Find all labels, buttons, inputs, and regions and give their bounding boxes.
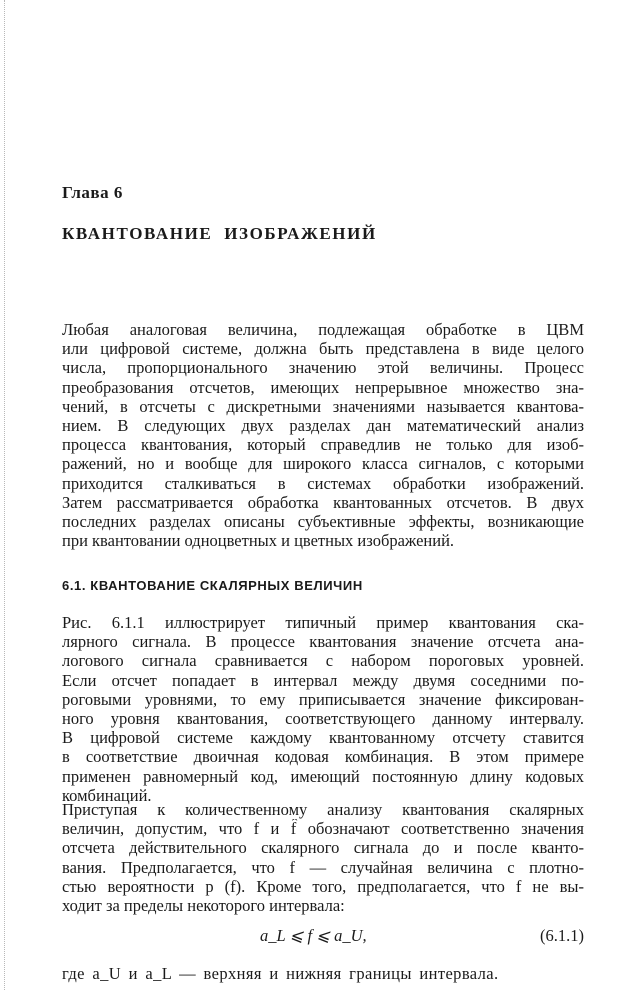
text-line: Любая аналоговая величина, подлежащая обработке в ЦВМ bbox=[62, 320, 584, 339]
section-paragraph-1 bbox=[62, 613, 584, 805]
text-line: В цифровой системе каждому квантованному отсчету ставится bbox=[62, 728, 584, 748]
text-line: отсчета действительного скалярного сигнала до и после кванто- bbox=[62, 838, 584, 858]
equation: a_L ⩽ f ⩽ a_U, bbox=[260, 926, 367, 945]
text-line: Рис. 6.1.1 иллюстрирует типичный пример квантования ска- bbox=[62, 613, 584, 632]
section-heading: 6.1. КВАНТОВАНИЕ СКАЛЯРНЫХ ВЕЛИЧИН bbox=[62, 578, 363, 593]
section-paragraph-2 bbox=[62, 800, 584, 915]
text-line: величин, допустим, что f и f̂ обозначают соответственно значения bbox=[62, 819, 584, 839]
text-line: Приступая к количественному анализу квантования скалярных bbox=[62, 800, 584, 819]
chapter-title: КВАНТОВАНИЕ ИЗОБРАЖЕНИЙ bbox=[62, 224, 377, 243]
text-line: стью вероятности p (f). Кроме того, предполагается, что f не вы- bbox=[62, 876, 584, 896]
text-line: или цифровой системе, должна быть представлена в виде целого bbox=[62, 339, 584, 359]
page-edge bbox=[4, 0, 5, 990]
text-line: применен равномерный код, имеющий постоянную длину кодовых bbox=[62, 766, 584, 786]
text-line: преобразования отсчетов, имеющих непрерывное множество зна- bbox=[62, 377, 584, 397]
text-line: логового сигнала сравнивается с набором пороговых уровней. bbox=[62, 651, 584, 671]
text-line: роговыми уровнями, то ему приписывается значение фиксирован- bbox=[62, 689, 584, 709]
equation-row bbox=[62, 926, 584, 948]
text-line: ражений, но и вообще для широкого класса сигналов, с которыми bbox=[62, 454, 584, 474]
text-line: вания. Предполагается, что f — случайная величина с плотно- bbox=[62, 857, 584, 877]
text-line: процесса квантования, который справедлив не только для изоб- bbox=[62, 435, 584, 455]
final-text-line: где a_U и a_L — верхняя и нижняя границы интервала. bbox=[62, 964, 499, 983]
intro-paragraph bbox=[62, 320, 584, 550]
text-line: комбинаций. bbox=[62, 785, 152, 805]
equation-number: (6.1.1) bbox=[540, 926, 584, 945]
text-line: нием. В следующих двух разделах дан математический анализ bbox=[62, 416, 584, 436]
text-line: Если отсчет попадает в интервал между двумя соседними по- bbox=[62, 670, 584, 690]
text-line: последних разделах описаны субъективные эффекты, возникающие bbox=[62, 512, 584, 532]
text-line: лярного сигнала. В процессе квантования значение отсчета ана- bbox=[62, 632, 584, 652]
text-line: ходит за пределы некоторого интервала: bbox=[62, 896, 345, 916]
text-line: Затем рассматривается обработка квантованных отсчетов. В двух bbox=[62, 492, 584, 512]
text-line: приходится сталкиваться в системах обработки изображений. bbox=[62, 473, 584, 493]
text-line: числа, пропорционального значению этой величины. Процесс bbox=[62, 358, 584, 378]
text-line: чений, в отсчеты с дискретными значениями называется квантова- bbox=[62, 396, 584, 416]
text-line: ного уровня квантования, соответствующего данному интервалу. bbox=[62, 709, 584, 729]
chapter-label: Глава 6 bbox=[62, 183, 123, 202]
text-line: в соответствие двоичная кодовая комбинация. В этом примере bbox=[62, 747, 584, 767]
text-line: при квантовании одноцветных и цветных изображений. bbox=[62, 531, 455, 551]
